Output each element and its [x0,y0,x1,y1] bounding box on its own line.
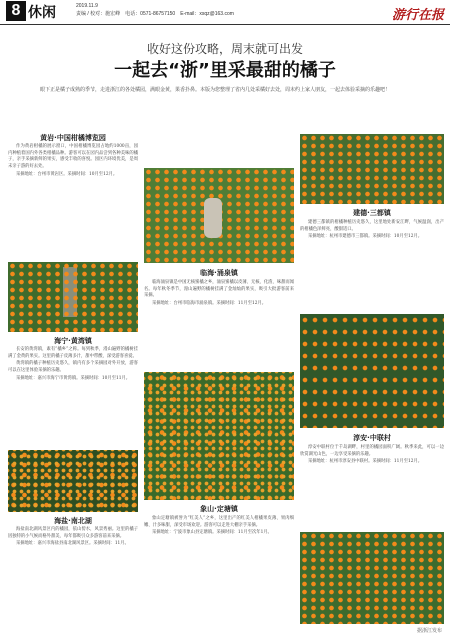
section-heading: 淳安·中联村 [353,434,391,442]
photo-orchard [300,532,444,624]
section-heading: 建德·三都镇 [353,209,391,217]
article-text: 象山定塘镇被誉为“红美人”之乡，这里出产的红美人柑橘果皮薄、果肉细嫩、汁多味甜，深受市场欢迎。游客可以走进大棚亲手采摘。 采摘地址：宁波市象山县定塘镇。采摘时间：11月至次年1月。 [144,516,294,536]
photo-orange-baskets [300,134,444,204]
photo-orange-tree [144,372,294,500]
photo-credit: 据浙江发布 [416,628,442,634]
article-text: 作为黄岩柑橘的展示窗口，中国柑橘博览园占地约1000亩，园内种植着国内外各类柑橘品种。游客可以在园内品尝到各种美味的橘子，亲手采摘新鲜的果实，感受丰收的喜悦。园区内环境优美，是周末亲子游的好去处。 采摘地址：台州市黄岩区。采摘时间：10月至12月。 [8,144,138,177]
headline: 一起去“浙”里采最甜的橘子 [114,60,336,81]
section-heading: 海宁·黄湾镇 [54,337,92,345]
page-header [0,0,450,25]
article-text: 淳安中联村位于千岛湖畔，村里的橘园面积广阔。秋季来此，可以一边欣赏湖光山色，一边享受采摘的乐趣。 采摘地址：杭州市淳安县中联村。采摘时间：11月至12月。 [300,445,444,465]
photo-orange-grove [8,262,138,332]
newspaper-logo: 游行在报 [391,8,444,23]
section-heading: 海盐·南北湖 [54,517,92,525]
section-name: 休闲 [28,5,56,21]
photo-pickers [144,168,294,263]
lead-paragraph: 眼下正是橘子成熟的季节，走进浙江的各处橘园，满眼金黄，果香扑鼻。本版为您整理了省内几处采橘好去处，周末约上家人朋友，一起去体验采摘的乐趣吧！ [40,87,391,93]
section-heading: 象山·定塘镇 [200,505,238,513]
issue-date: 2019.11.9 [76,3,98,9]
article-text: 临海涌泉镇是中国无核蜜橘之乡，涌泉蜜橘以皮薄、无核、化渣、味甜而闻名。每年秋冬季节，漫山遍野的橘树挂满了金灿灿的果实，吸引大批游客前来采摘。 采摘地址：台州市临海市涌泉镇。采摘时间：11月至12月。 [144,280,294,307]
article-text: 建德三都镇的柑橘种植历史悠久，这里地处新安江畔，气候温润，出产的柑橘色泽鲜亮，酸甜适口。 采摘地址：杭州市建德市三都镇。采摘时间：10月至12月。 [300,220,444,240]
section-heading: 临海·涌泉镇 [200,269,238,277]
photo-orange-branches [300,314,444,428]
subheadline: 收好这份攻略，周末就可出发 [146,42,303,56]
photo-oranges-closeup [8,450,138,512]
section-heading: 黄岩·中国柑橘博览园 [40,134,106,142]
editor-info: 责编 / 校对：施宏峰 电话：0571-86757150 E-mail：xsqz@163.com [76,11,234,17]
article-text: 长安的黄湾镇，素有“橘乡”之称。每到秋季，漫山遍野的橘树挂满了金黄的果实。这里的橘子皮薄多汁，甜中带酸，深受游客喜爱。 黄湾镇的橘子种植历史悠久，镇内有多个采摘园对外开放，游客可以在这里体验采摘的乐趣。 采摘地址：嘉兴市海宁市黄湾镇。采摘时间：10月至11月。 [8,347,138,381]
page-number: 8 [6,1,26,21]
article-text: 海盐南北湖风景区内的橘园，依山傍水，风景秀丽。这里的橘子因独特的小气候而格外甜美，每年都吸引众多游客前来采摘。 采摘地址：嘉兴市海盐县南北湖风景区。采摘时间：11月。 [8,527,138,547]
